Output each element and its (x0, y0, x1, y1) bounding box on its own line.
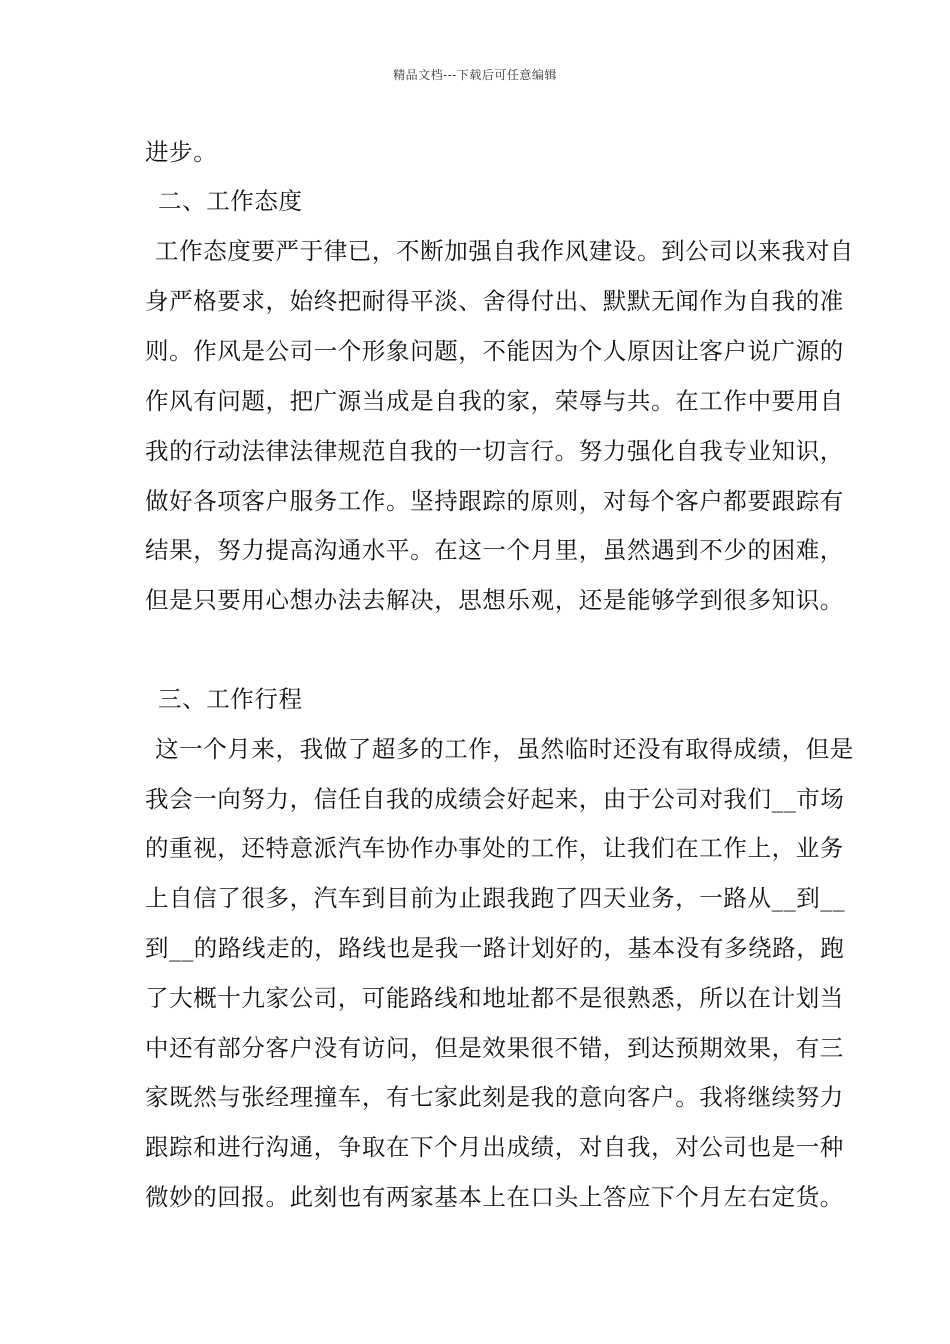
text-line: 进步。 (145, 138, 218, 166)
text-line: 到__的路线走的，路线也是我一路计划好的，基本没有多绕路，跑 (145, 934, 845, 962)
text-line: 身严格要求，始终把耐得平淡、舍得付出、默默无闻作为自我的准 (145, 287, 844, 315)
text-line: 了大概十九家公司，可能路线和地址都不是很熟悉，所以在计划当 (145, 984, 844, 1012)
text-line: 我会一向努力，信任自我的成绩会好起来，由于公司对我们__市场 (145, 785, 845, 813)
section-heading: 三、工作行程 (158, 685, 303, 713)
page-header: 精品文档---下载后可任意编辑 (393, 68, 557, 82)
text-line: 微妙的回报。此刻也有两家基本上在口头上答应下个月左右定货。 (145, 1183, 844, 1211)
text-line: 作风有问题，把广源当成是自我的家，荣辱与共。在工作中要用自 (145, 387, 844, 415)
text-line: 但是只要用心想办法去解决，思想乐观，还是能够学到很多知识。 (145, 586, 844, 614)
text-line: 做好各项客户服务工作。坚持跟踪的原则，对每个客户都要跟踪有 (145, 487, 844, 515)
text-line: 工作态度要严于律已，不断加强自我作风建设。到公司以来我对自 (155, 237, 854, 265)
text-line: 家既然与张经理撞车，有七家此刻是我的意向客户。我将继续努力 (145, 1083, 844, 1111)
text-line: 这一个月来，我做了超多的工作，虽然临时还没有取得成绩，但是 (155, 735, 854, 763)
text-line: 我的行动法律法律规范自我的一切言行。努力强化自我专业知识， (145, 437, 844, 465)
text-line: 上自信了很多，汽车到目前为止跟我跑了四天业务，一路从__到__ (145, 884, 846, 912)
text-line: 结果，努力提高沟通水平。在这一个月里，虽然遇到不少的困难， (145, 536, 844, 564)
text-line: 则。作风是公司一个形象问题，不能因为个人原因让客户说广源的 (145, 337, 844, 365)
text-line: 跟踪和进行沟通，争取在下个月出成绩，对自我，对公司也是一种 (145, 1133, 844, 1161)
text-line: 中还有部分客户没有访问，但是效果很不错，到达预期效果，有三 (145, 1034, 844, 1062)
text-line: 的重视，还特意派汽车协作办事处的工作，让我们在工作上，业务 (145, 834, 844, 862)
section-heading: 二、工作态度 (158, 187, 303, 215)
